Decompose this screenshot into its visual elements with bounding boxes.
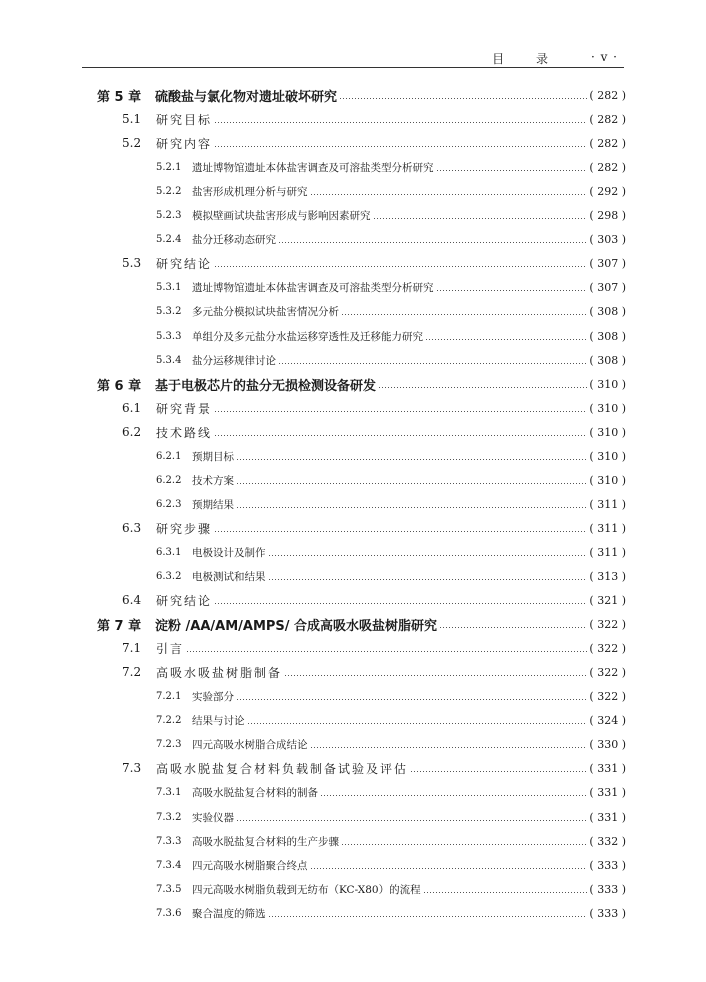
toc-entry-sub[interactable] xyxy=(0,470,706,490)
toc-entry-number: 第 6 章 xyxy=(97,378,142,394)
toc-entry-page: ( 333 ) xyxy=(589,882,626,896)
toc-entry-title: 实验仪器 xyxy=(192,811,234,824)
dot-leader xyxy=(236,807,587,827)
dot-leader xyxy=(214,398,587,418)
toc-entry-page: ( 310 ) xyxy=(589,473,626,487)
toc-entry-number: 5.2.1 xyxy=(156,161,182,173)
toc-entry-title: 硫酸盐与氯化物对遗址破坏研究 xyxy=(155,86,339,105)
toc-entry-title: 单组分及多元盐分水盐运移穿透性及迁移能力研究 xyxy=(192,330,423,343)
toc-entry-page: ( 331 ) xyxy=(589,810,626,824)
toc-entry-title: 高吸水脱盐复合材料的生产步骤 xyxy=(192,835,339,848)
toc-entry-section[interactable] xyxy=(0,109,706,129)
toc-entry-title: 研究目标 xyxy=(156,112,213,127)
toc-entry-page: ( 310 ) xyxy=(589,449,626,463)
toc-entry-sub[interactable] xyxy=(0,301,706,321)
toc-entry-chapter[interactable] xyxy=(0,614,706,634)
dot-leader xyxy=(310,181,587,201)
toc-entry-section[interactable] xyxy=(0,253,706,273)
toc-entry-title: 高吸水脱盐复合材料的制备 xyxy=(192,786,318,799)
toc-entry-title: 聚合温度的筛选 xyxy=(192,907,266,920)
toc-entry-page: ( 324 ) xyxy=(589,713,626,727)
toc-entry-page: ( 310 ) xyxy=(589,425,626,439)
toc-entry-page: ( 282 ) xyxy=(589,112,626,126)
toc-entry-page: ( 333 ) xyxy=(589,858,626,872)
toc-entry-title: 模拟壁画试块盐害形成与影响因素研究 xyxy=(192,209,371,222)
toc-entry-sub[interactable] xyxy=(0,855,706,875)
toc-entry-page: ( 282 ) xyxy=(589,88,626,102)
dot-leader xyxy=(214,109,587,129)
dot-leader xyxy=(236,494,587,514)
dot-leader xyxy=(186,638,587,658)
toc-entry-number: 5.2.2 xyxy=(156,185,182,197)
dot-leader xyxy=(236,686,587,706)
dot-leader xyxy=(247,710,587,730)
toc-entry-title: 研究背景 xyxy=(156,401,213,416)
toc-entry-page: ( 307 ) xyxy=(589,280,626,294)
dot-leader xyxy=(436,157,587,177)
dot-leader xyxy=(284,662,587,682)
dot-leader xyxy=(268,566,587,586)
toc-entry-sub[interactable] xyxy=(0,734,706,754)
toc-entry-page: ( 311 ) xyxy=(589,497,626,511)
toc-entry-number: 6.2.2 xyxy=(156,474,182,486)
dot-leader xyxy=(310,855,587,875)
toc-entry-page: ( 322 ) xyxy=(589,689,626,703)
toc-entry-number: 7.3.6 xyxy=(156,907,182,919)
toc-entry-sub[interactable] xyxy=(0,350,706,370)
dot-leader xyxy=(339,85,587,105)
toc-entry-title: 技术路线 xyxy=(156,425,213,440)
dot-leader xyxy=(423,879,587,899)
toc-entry-number: 5.2.3 xyxy=(156,209,182,221)
toc-entry-page: ( 330 ) xyxy=(589,737,626,751)
toc-entry-number: 6.2.1 xyxy=(156,450,182,462)
toc-entry-page: ( 282 ) xyxy=(589,136,626,150)
toc-entry-number: 7.2.3 xyxy=(156,738,182,750)
toc-entry-sub[interactable] xyxy=(0,903,706,923)
toc-entry-title: 技术方案 xyxy=(192,474,234,487)
toc-entry-page: ( 308 ) xyxy=(589,353,626,367)
toc-entry-page: ( 311 ) xyxy=(589,521,626,535)
toc-entry-number: 5.3 xyxy=(122,256,142,270)
dot-leader xyxy=(341,831,587,851)
toc-entry-section[interactable] xyxy=(0,518,706,538)
toc-entry-page: ( 331 ) xyxy=(589,785,626,799)
toc-entry-title: 研究内容 xyxy=(156,136,213,151)
toc-entry-section[interactable] xyxy=(0,758,706,778)
toc-entry-title: 电极设计及制作 xyxy=(192,546,266,559)
toc-entry-sub[interactable] xyxy=(0,181,706,201)
toc-entry-number: 第 7 章 xyxy=(97,618,142,634)
dot-leader xyxy=(439,614,587,634)
toc-entry-sub[interactable] xyxy=(0,879,706,899)
toc-entry-page: ( 333 ) xyxy=(589,906,626,920)
toc-entry-title: 四元高吸水树脂聚合终点 xyxy=(192,859,308,872)
toc-entry-number: 6.3.1 xyxy=(156,546,182,558)
toc-entry-title: 结果与讨论 xyxy=(192,714,245,727)
toc-entry-page: ( 308 ) xyxy=(589,329,626,343)
toc-entry-page: ( 332 ) xyxy=(589,834,626,848)
toc-entry-number: 5.3.2 xyxy=(156,305,182,317)
toc-entry-number: 6.2 xyxy=(122,425,142,439)
toc-entry-section[interactable] xyxy=(0,638,706,658)
toc-entry-number: 5.3.3 xyxy=(156,330,182,342)
toc-entry-title: 四元高吸水树脂负载到无纺布（KC-X80）的流程 xyxy=(192,883,421,896)
toc-entry-page: ( 331 ) xyxy=(589,761,626,775)
toc-entry-number: 7.2.2 xyxy=(156,714,182,726)
toc-entry-page: ( 310 ) xyxy=(589,401,626,415)
dot-leader xyxy=(425,326,587,346)
dot-leader xyxy=(236,446,587,466)
dot-leader xyxy=(310,734,587,754)
toc-entry-title: 研究结论 xyxy=(156,593,213,608)
toc-entry-sub[interactable] xyxy=(0,782,706,802)
toc-entry-title: 四元高吸水树脂合成结论 xyxy=(192,738,308,751)
toc-entry-number: 第 5 章 xyxy=(97,89,142,105)
toc-entry-number: 7.2.1 xyxy=(156,690,182,702)
toc-entry-title: 遗址博物馆遗址本体盐害调查及可溶盐类型分析研究 xyxy=(192,281,434,294)
toc-entry-number: 5.3.1 xyxy=(156,281,182,293)
toc-entry-page: ( 311 ) xyxy=(589,545,626,559)
toc-entry-title: 高吸水吸盐树脂制备 xyxy=(156,665,283,680)
toc-entry-sub[interactable] xyxy=(0,566,706,586)
dot-leader xyxy=(214,518,587,538)
toc-entry-sub[interactable] xyxy=(0,686,706,706)
toc-entry-sub[interactable] xyxy=(0,446,706,466)
dot-leader xyxy=(436,277,587,297)
toc-entry-section[interactable] xyxy=(0,590,706,610)
toc-entry-number: 7.1 xyxy=(122,641,142,655)
dot-leader xyxy=(278,350,587,370)
toc-entry-number: 7.3.5 xyxy=(156,883,182,895)
toc-entry-sub[interactable] xyxy=(0,807,706,827)
toc-entry-sub[interactable] xyxy=(0,157,706,177)
dot-leader xyxy=(214,133,587,153)
toc-entry-page: ( 322 ) xyxy=(589,617,626,631)
toc-entry-page: ( 292 ) xyxy=(589,184,626,198)
toc-entry-page: ( 322 ) xyxy=(589,665,626,679)
toc-entry-sub[interactable] xyxy=(0,229,706,249)
toc-entry-sub[interactable] xyxy=(0,277,706,297)
toc-entry-number: 7.3 xyxy=(122,761,142,775)
toc-entry-title: 引言 xyxy=(156,641,185,656)
dot-leader xyxy=(278,229,587,249)
dot-leader xyxy=(268,903,587,923)
toc-entry-chapter[interactable] xyxy=(0,374,706,394)
toc-entry-section[interactable] xyxy=(0,133,706,153)
toc-entry-title: 电极测试和结果 xyxy=(192,570,266,583)
toc-entry-section[interactable] xyxy=(0,662,706,682)
toc-entry-title: 实验部分 xyxy=(192,690,234,703)
dot-leader xyxy=(410,758,587,778)
toc-entry-page: ( 321 ) xyxy=(589,593,626,607)
toc-entry-number: 5.2.4 xyxy=(156,233,182,245)
dot-leader xyxy=(214,590,587,610)
toc-entry-title: 高吸水脱盐复合材料负载制备试验及评估 xyxy=(156,761,409,776)
toc-entry-sub[interactable] xyxy=(0,542,706,562)
toc-entry-number: 6.3.2 xyxy=(156,570,182,582)
toc-entry-section[interactable] xyxy=(0,398,706,418)
toc-entry-section[interactable] xyxy=(0,422,706,442)
toc-entry-number: 7.2 xyxy=(122,665,142,679)
toc-entry-title: 盐害形成机理分析与研究 xyxy=(192,185,308,198)
dot-leader xyxy=(373,205,587,225)
toc-entry-title: 预期结果 xyxy=(192,498,234,511)
toc-entry-number: 7.3.3 xyxy=(156,835,182,847)
toc-entry-sub[interactable] xyxy=(0,326,706,346)
toc-entry-page: ( 313 ) xyxy=(589,569,626,583)
header-title: 目 录 xyxy=(492,52,562,66)
toc-entry-number: 5.3.4 xyxy=(156,354,182,366)
header-page-number: · v · xyxy=(590,50,618,64)
dot-leader xyxy=(341,301,587,321)
toc-entry-number: 7.3.4 xyxy=(156,859,182,871)
toc-entry-title: 淀粉 /AA/AM/AMPS/ 合成高吸水吸盐树脂研究 xyxy=(155,615,439,634)
toc-entry-title: 多元盐分模拟试块盐害情况分析 xyxy=(192,305,339,318)
toc-entry-page: ( 303 ) xyxy=(589,232,626,246)
dot-leader xyxy=(214,253,587,273)
toc-entry-title: 盐分运移规律讨论 xyxy=(192,354,276,367)
dot-leader xyxy=(320,782,587,802)
toc-entry-page: ( 282 ) xyxy=(589,160,626,174)
toc-entry-page: ( 322 ) xyxy=(589,641,626,655)
toc-entry-title: 基于电极芯片的盐分无损检测设备研发 xyxy=(155,375,378,394)
dot-leader xyxy=(378,374,587,394)
dot-leader xyxy=(236,470,587,490)
toc-entry-page: ( 298 ) xyxy=(589,208,626,222)
toc-entry-number: 6.4 xyxy=(122,593,142,607)
dot-leader xyxy=(268,542,587,562)
dot-leader xyxy=(214,422,587,442)
toc-entry-title: 研究步骤 xyxy=(156,521,213,536)
toc-entry-title: 预期目标 xyxy=(192,450,234,463)
toc-entry-number: 6.3 xyxy=(122,521,142,535)
toc-entry-number: 7.3.2 xyxy=(156,811,182,823)
toc-entry-page: ( 310 ) xyxy=(589,377,626,391)
toc-entry-title: 研究结论 xyxy=(156,256,213,271)
toc-entry-sub[interactable] xyxy=(0,205,706,225)
toc-entry-number: 7.3.1 xyxy=(156,786,182,798)
toc-entry-number: 5.2 xyxy=(122,136,142,150)
toc-entry-sub[interactable] xyxy=(0,831,706,851)
toc-entry-number: 6.2.3 xyxy=(156,498,182,510)
toc-entry-title: 盐分迁移动态研究 xyxy=(192,233,276,246)
toc-entry-number: 5.1 xyxy=(122,112,142,126)
toc-entry-sub[interactable] xyxy=(0,494,706,514)
toc-entry-page: ( 308 ) xyxy=(589,304,626,318)
toc-entry-sub[interactable] xyxy=(0,710,706,730)
toc-entry-number: 6.1 xyxy=(122,401,142,415)
toc-entry-title: 遗址博物馆遗址本体盐害调查及可溶盐类型分析研究 xyxy=(192,161,434,174)
toc-entry-chapter[interactable] xyxy=(0,85,706,105)
toc-entry-page: ( 307 ) xyxy=(589,256,626,270)
